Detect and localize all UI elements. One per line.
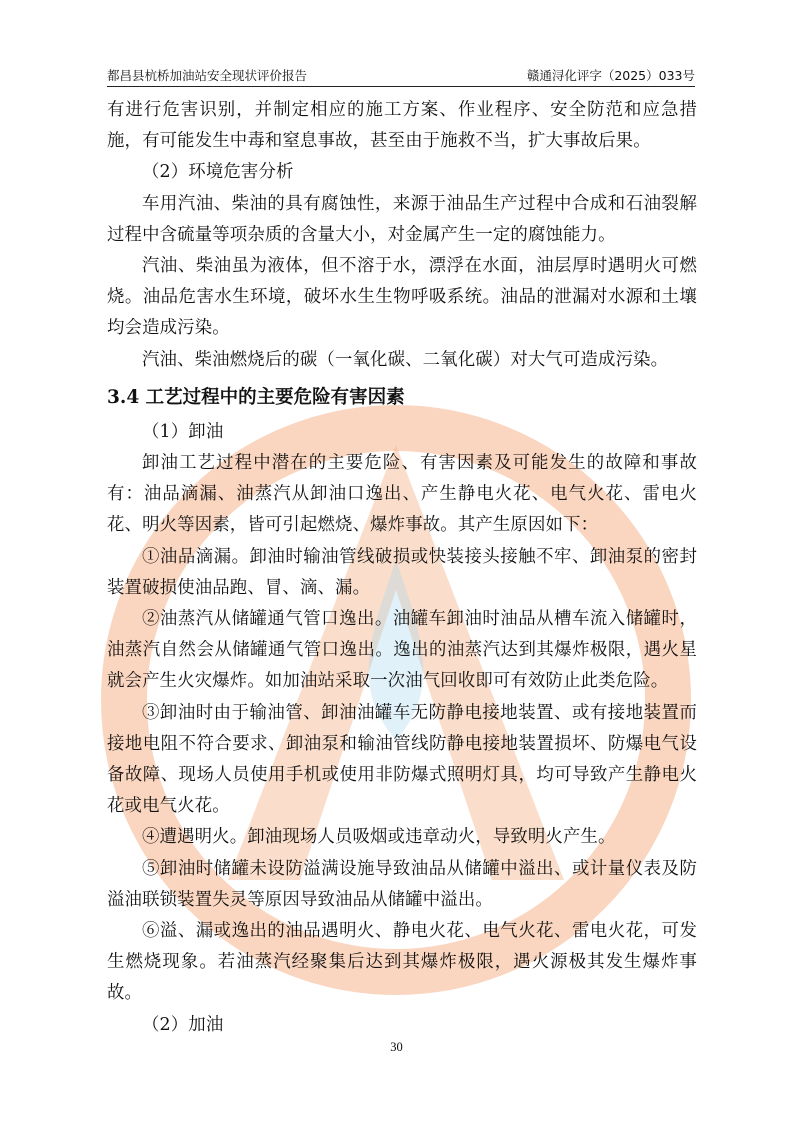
section-heading: 3.4 工艺过程中的主要危险有害因素	[107, 386, 405, 408]
paragraph: 汽油、柴油燃烧后的碳（一氧化碳、二氧化碳）对大气可造成污染。	[142, 349, 669, 370]
document-body	[107, 95, 697, 1041]
page-number: 30	[390, 1040, 403, 1054]
paragraph: ④遭遇明火。卸油现场人员吸烟或违章动火，导致明火产生。	[142, 827, 616, 848]
paragraph: ③卸油时由于输油管、卸油油罐车无防静电接地装置、或有接地装置而接地电阻不符合要求、卸油泵和输油管线防静电接地装置损坏、防爆电气设备故障、现场人员使用手机或使用非防爆式照明灯具，均可导致产生静电火花或电气火花。	[107, 702, 697, 817]
header-report-title: 都昌县杭桥加油站安全现状评价报告	[107, 68, 308, 83]
paragraph: （2）加油	[142, 1014, 224, 1035]
paragraph: 汽油、柴油虽为液体，但不溶于水，漂浮在水面，油层厚时遇明火可燃烧。油品危害水生环境，破坏水生生物呼吸系统。油品的泄漏对水源和土壤均会造成污染。	[107, 256, 697, 339]
paragraph: ②油蒸汽从储罐通气管口逸出。油罐车卸油时油品从槽车流入储罐时，油蒸汽自然会从储罐通气管口逸出。逸出的油蒸汽达到其爆炸极限，遇火星就会产生火灾爆炸。如加油站采取一次油气回收即可有效防止此类危险。	[107, 609, 697, 692]
paragraph: ⑤卸油时储罐未设防溢满设施导致油品从储罐中溢出、或计量仪表及防溢油联锁装置失灵等原因导致油品从储罐中溢出。	[107, 858, 697, 910]
paragraph: （1）卸油	[142, 421, 224, 442]
header-report-number: 赣通浔化评字（2025）033号	[526, 68, 695, 83]
paragraph: ①油品滴漏。卸油时输油管线破损或快装接头接触不牢、卸油泵的密封装置破损使油品跑、冒、滴、漏。	[107, 546, 697, 598]
page-header	[107, 66, 695, 84]
header-divider	[107, 86, 695, 87]
paragraph: 卸油工艺过程中潜在的主要危险、有害因素及可能发生的故障和事故有：油品滴漏、油蒸汽从卸油口逸出、产生静电火花、电气火花、雷电火花、明火等因素，皆可引起燃烧、爆炸事故。其产生原因如下：	[107, 453, 697, 536]
paragraph: （2）环境危害分析	[142, 162, 294, 183]
paragraph: ⑥溢、漏或逸出的油品遇明火、静电火花、电气火花、雷电火花，可发生燃烧现象。若油蒸汽经聚集后达到其爆炸极限，遇火源极其发生爆炸事故。	[107, 921, 697, 1004]
paragraph: 有进行危害识别，并制定相应的施工方案、作业程序、安全防范和应急措施，有可能发生中毒和窒息事故，甚至由于施救不当，扩大事故后果。	[107, 100, 697, 152]
paragraph: 车用汽油、柴油的具有腐蚀性，来源于油品生产过程中合成和石油裂解过程中含硫量等项杂质的含量大小，对金属产生一定的腐蚀能力。	[107, 193, 697, 245]
